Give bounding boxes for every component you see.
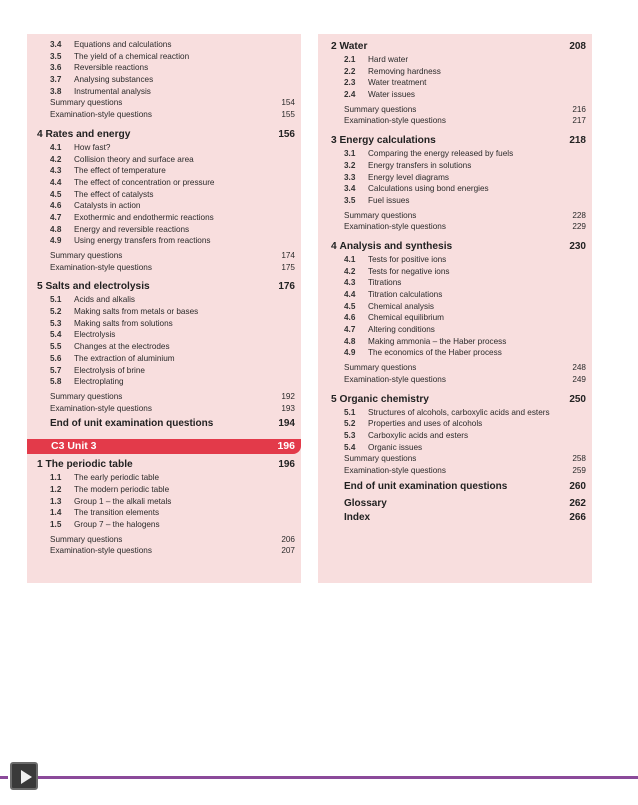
summary-questions-row: Summary questions 192 <box>50 391 295 401</box>
play-icon[interactable] <box>10 762 38 790</box>
exam-questions-row: Examination-style questions 207 <box>50 546 295 556</box>
exam-questions-row: Examination-style questions 155 <box>50 110 295 120</box>
section-heading: 3 Energy calculations 218 <box>331 135 586 147</box>
toc-item: 5.7 Electrolysis of brine <box>50 365 145 375</box>
toc-item: 4.1 Tests for positive ions <box>344 254 447 264</box>
toc-item: 1.2 The modern periodic table <box>50 484 170 494</box>
summary-questions-row: Summary questions 206 <box>50 534 295 544</box>
toc-item: 5.3 Making salts from solutions <box>50 318 173 328</box>
toc-item: 5.2 Making salts from metals or bases <box>50 307 199 317</box>
summary-questions-row: Summary questions 248 <box>344 363 586 373</box>
toc-item: 4.4 Titration calculations <box>344 290 443 299</box>
toc-item: 4.5 The effect of catalysts <box>50 189 154 199</box>
toc-item: 5.4 Electrolysis <box>50 330 116 340</box>
toc-item: 5.8 Electroplating <box>50 377 124 387</box>
toc-item: 4.2 Tests for negative ions <box>344 266 450 276</box>
toc-item: 3.5 Fuel issues <box>344 195 410 205</box>
exam-questions-row: Examination-style questions 193 <box>50 403 295 413</box>
summary-questions-row: Summary questions 258 <box>344 454 586 464</box>
end-of-unit-row: End of unit examination questions 194 <box>50 418 295 430</box>
section-heading: 4 Rates and energy 156 <box>37 128 295 140</box>
toc-item: 4.3 The effect of temperature <box>50 166 166 176</box>
toc-item: 5.1 Acids and alkalis <box>50 295 135 305</box>
toc-item: 2.3 Water treatment <box>344 78 427 88</box>
summary-questions-row: Summary questions 216 <box>344 104 586 114</box>
unit-banner: C3 Unit 3 196 <box>27 439 301 454</box>
toc-item: 5.3 Carboxylic acids and esters <box>344 430 469 440</box>
toc-item: 4.6 Catalysts in action <box>50 201 141 211</box>
exam-questions-row: Examination-style questions 217 <box>344 116 586 126</box>
section-heading: 2 Water 208 <box>331 41 586 52</box>
toc-item: 2.4 Water issues <box>344 90 416 100</box>
toc-item: 4.7 Exothermic and endothermic reactions <box>50 212 214 222</box>
toc-item: 3.5 The yield of a chemical reaction <box>50 51 190 61</box>
glossary-row: Glossary 262 <box>344 497 586 509</box>
contents-left-column <box>27 34 301 583</box>
exam-questions-row: Examination-style questions 229 <box>344 222 586 232</box>
toc-item: 3.2 Energy transfers in solutions <box>344 160 472 170</box>
summary-questions-row: Summary questions 228 <box>344 210 586 220</box>
toc-item: 1.4 The transition elements <box>50 508 160 518</box>
footer-divider-left <box>0 776 8 779</box>
toc-item: 4.9 Using energy transfers from reactions <box>50 236 211 246</box>
section-heading: 1 The periodic table 196 <box>37 459 295 471</box>
toc-item: 5.1 Structures of alcohols, carboxylic acids and esters <box>344 407 550 417</box>
toc-item: 4.2 Collision theory and surface area <box>50 154 194 164</box>
toc-item: 1.5 Group 7 – the halogens <box>50 520 160 529</box>
summary-questions-row: Summary questions 154 <box>50 98 295 108</box>
summary-questions-row: Summary questions 174 <box>50 251 295 260</box>
toc-item: 1.1 The early periodic table <box>50 473 160 483</box>
toc-item: 4.8 Making ammonia – the Haber process <box>344 336 507 346</box>
intro-items <box>33 39 295 121</box>
toc-item: 5.4 Organic issues <box>344 442 423 452</box>
exam-questions-row: Examination-style questions 175 <box>50 262 295 272</box>
toc-item: 3.3 Energy level diagrams <box>344 172 450 182</box>
toc-item: 3.1 Comparing the energy released by fuels <box>344 149 514 159</box>
section-heading: 5 Organic chemistry 250 <box>331 393 586 405</box>
toc-item: 3.7 Analysing substances <box>50 75 154 85</box>
toc-item: 4.8 Energy and reversible reactions <box>50 224 190 234</box>
toc-item: 4.7 Altering conditions <box>344 325 435 335</box>
toc-item: 5.5 Changes at the electrodes <box>50 342 170 352</box>
footer-divider <box>30 776 638 779</box>
toc-item: 1.3 Group 1 – the alkali metals <box>50 496 172 506</box>
play-triangle <box>21 770 32 784</box>
toc-item: 4.6 Chemical equilibrium <box>344 313 444 323</box>
toc-item: 5.6 The extraction of aluminium <box>50 353 175 363</box>
toc-item: 5.2 Properties and uses of alcohols <box>344 419 483 429</box>
contents-right-column <box>318 34 592 583</box>
exam-questions-row: Examination-style questions 259 <box>344 465 586 475</box>
toc-item: 2.1 Hard water <box>344 55 409 64</box>
section-heading: 5 Salts and electrolysis 176 <box>37 281 295 293</box>
toc-item: 4.1 How fast? <box>50 142 111 152</box>
toc-item: 4.9 The economics of the Haber process <box>344 348 502 358</box>
section-heading: 4 Analysis and synthesis 230 <box>331 240 586 252</box>
toc-item: 3.4 Calculations using bond energies <box>344 184 489 194</box>
exam-questions-row: Examination-style questions 249 <box>344 374 586 384</box>
end-of-unit-row: End of unit examination questions 260 <box>344 480 586 492</box>
toc-item: 4.3 Titrations <box>344 278 402 288</box>
toc-item: 3.6 Reversible reactions <box>50 63 149 73</box>
toc-item: 2.2 Removing hardness <box>344 66 441 76</box>
toc-item: 3.8 Instrumental analysis <box>50 86 151 96</box>
index-row: Index 266 <box>344 511 586 523</box>
toc-item: 4.4 The effect of concentration or pressure <box>50 177 215 187</box>
toc-item: 3.4 Equations and calculations <box>50 40 172 49</box>
toc-item: 4.5 Chemical analysis <box>344 301 434 311</box>
